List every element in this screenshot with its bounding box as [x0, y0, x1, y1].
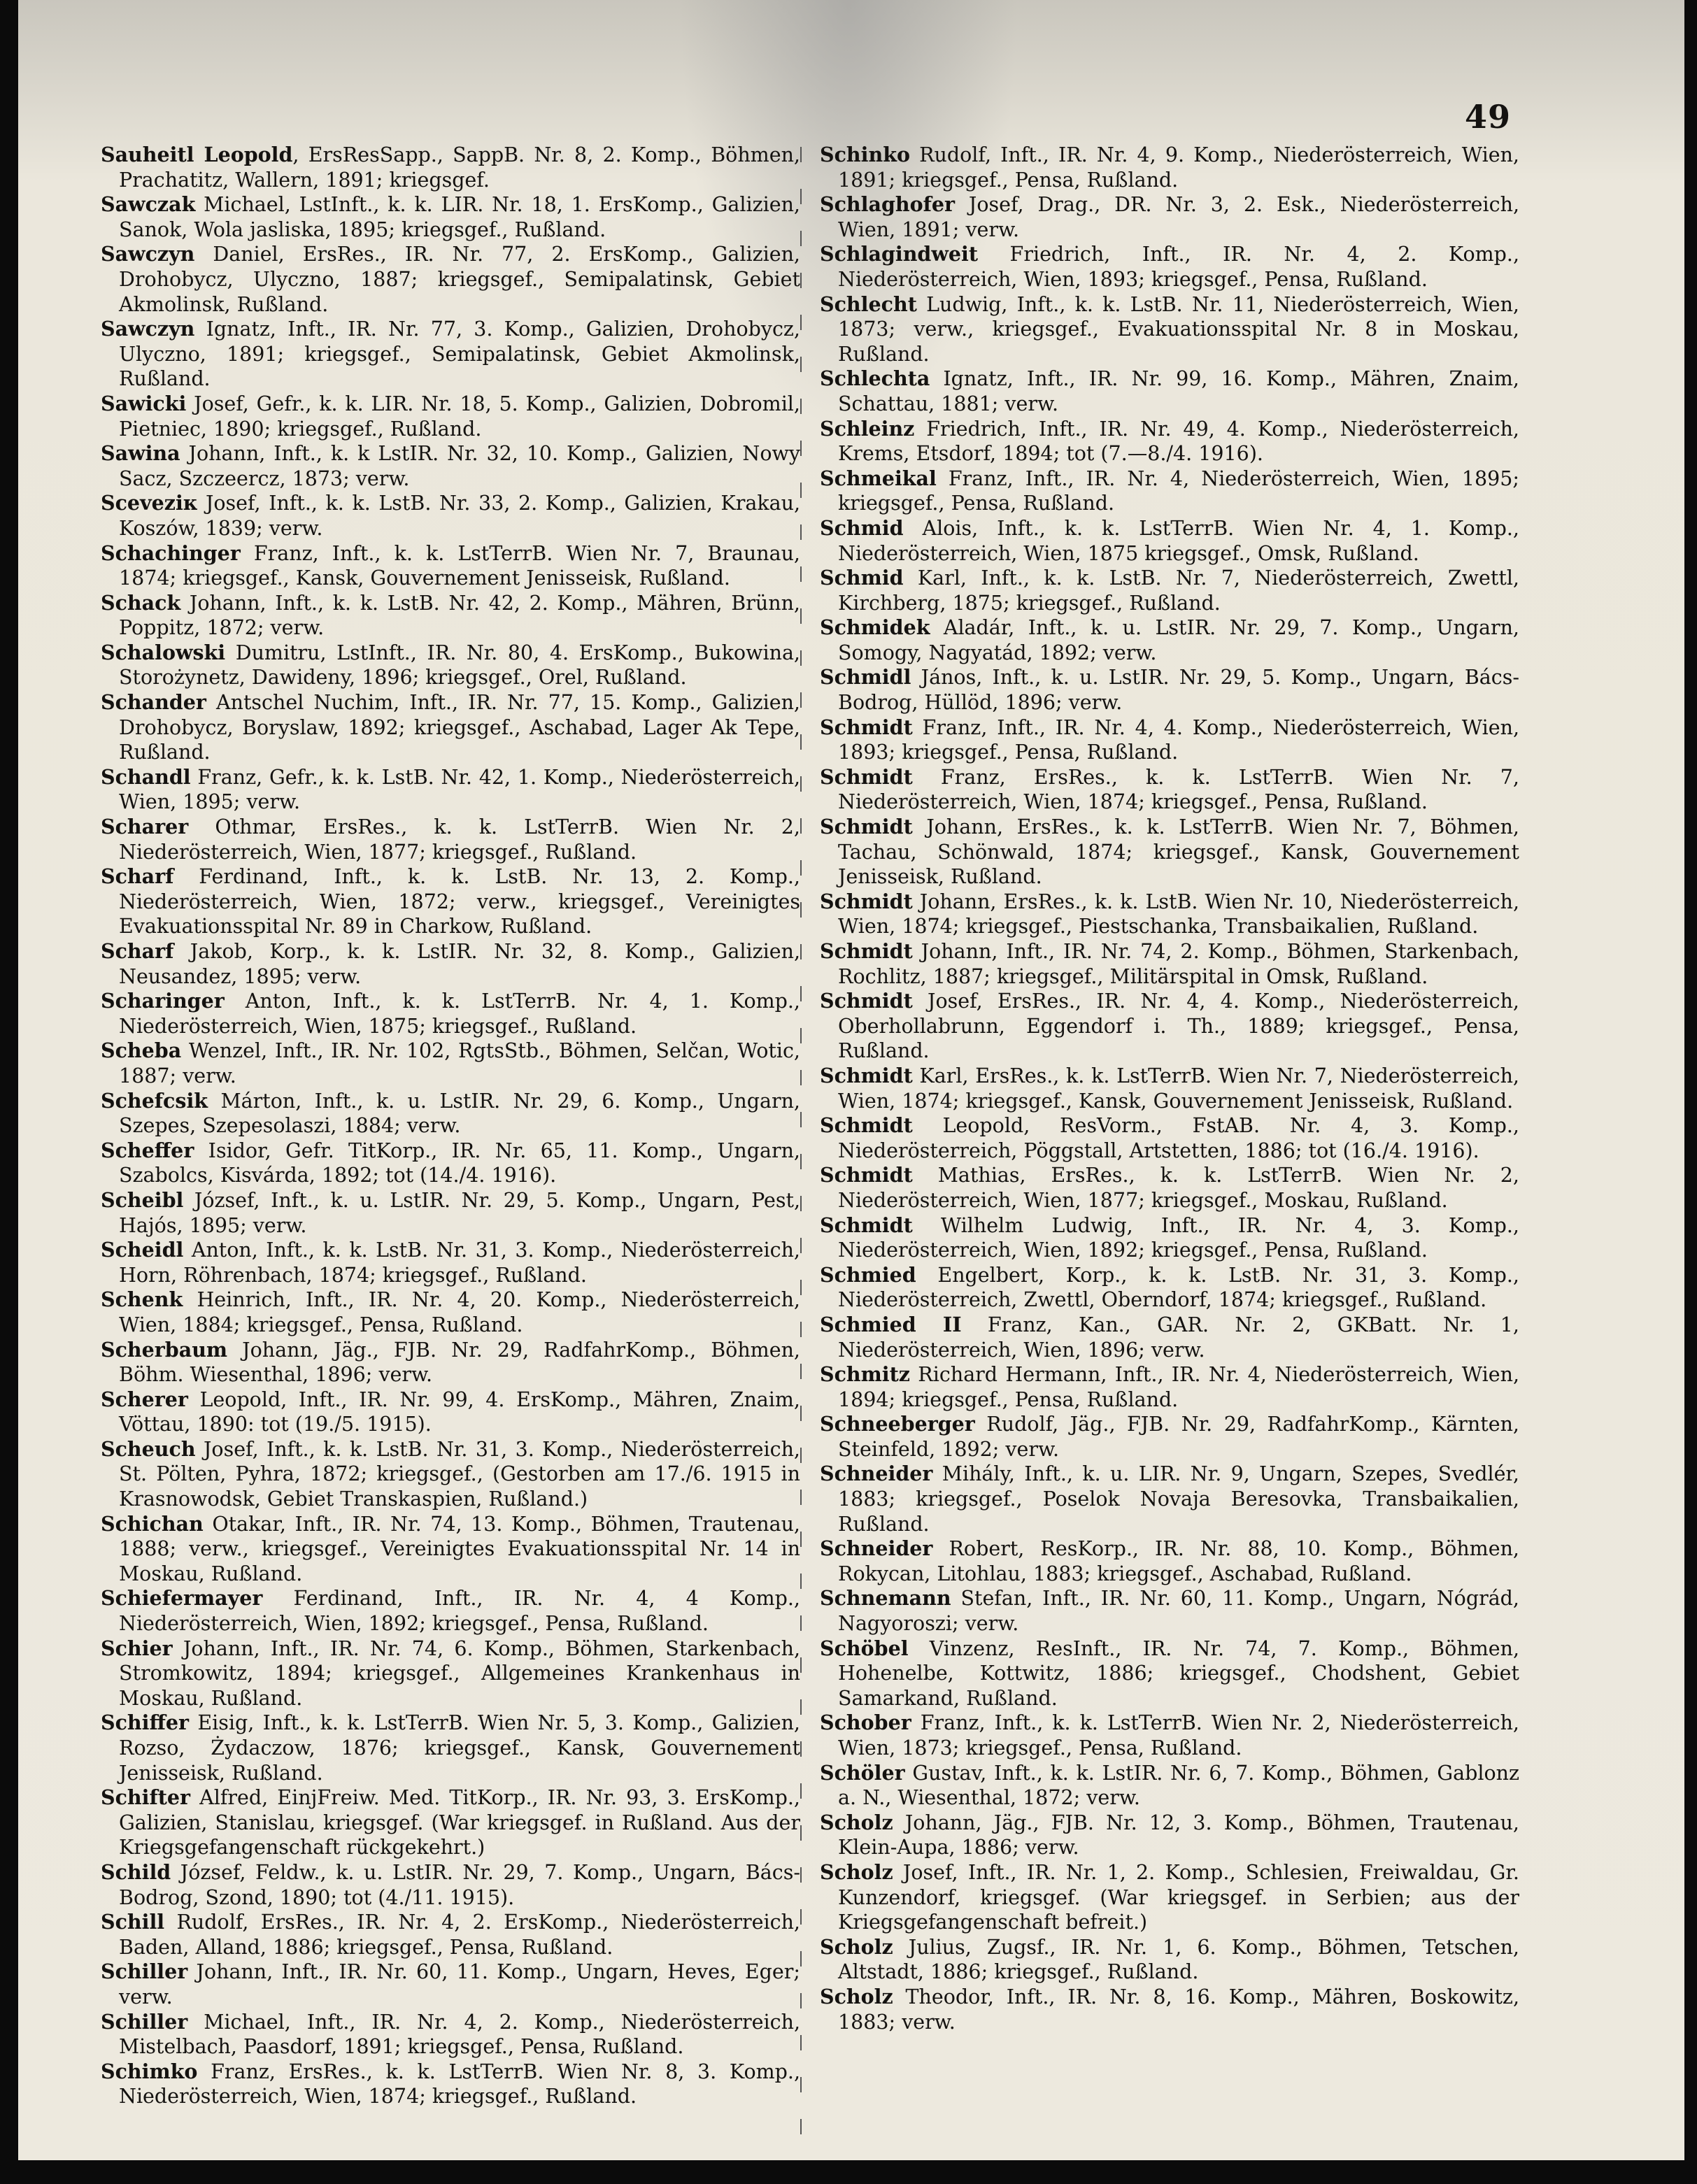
- entry-surname: Schmidt: [820, 989, 913, 1013]
- entry-details: Rudolf, Inft., IR. Nr. 4, 9. Komp., Niederösterreich, Wien, 1891; kriegsgef., Pensa, Rußland.: [838, 143, 1519, 192]
- register-entry: [820, 192, 1519, 242]
- register-entry: [101, 1287, 800, 1337]
- entry-details: Josef, Gefr., k. k. LIR. Nr. 18, 5. Komp., Galizien, Dobromil, Pietniec, 1890; kriegsgef., Rußland.: [119, 392, 800, 441]
- entry-details: Josef, Inft., k. k. LstB. Nr. 33, 2. Komp., Galizien, Krakau, Koszów, 1839; verw.: [119, 492, 800, 540]
- entry-details: Franz, Kan., GAR. Nr. 2, GKBatt. Nr. 1, Niederösterreich, Wien, 1896; verw.: [838, 1313, 1519, 1362]
- entry-details: Franz, ErsRes., k. k. LstTerrB. Wien Nr. 8, 3. Komp., Niederösterreich, Wien, 1874; kriegsgef., Rußland.: [119, 2060, 800, 2108]
- entry-surname: Schack: [101, 590, 181, 615]
- entry-details: Wenzel, Inft., IR. Nr. 102, RgtsStb., Böhmen, Selčan, Wotic, 1887; verw.: [119, 1039, 800, 1087]
- register-entry: [820, 1985, 1519, 2034]
- register-entry: [101, 541, 800, 591]
- entry-surname: Schiefermayer: [101, 1586, 263, 1611]
- entry-surname: Scholz: [820, 1984, 893, 2008]
- entry-surname: Sawczak: [101, 192, 196, 217]
- register-entry: [101, 192, 800, 242]
- register-entry: [101, 864, 800, 939]
- entry-details: Johann, Inft., IR. Nr. 60, 11. Komp., Ungarn, Heves, Eger; verw.: [119, 1960, 800, 2008]
- entry-surname: Sawczyn: [101, 242, 195, 266]
- entry-details: Antschel Nuchim, Inft., IR. Nr. 77, 15. Komp., Galizien, Drohobycz, Boryslaw, 1892; kriegsgef., Aschabad, Lager Ak Tepe, Rußland.: [119, 691, 800, 764]
- entry-details: Karl, Inft., k. k. LstB. Nr. 7, Niederösterreich, Zwettl, Kirchberg, 1875; kriegsgef., Rußland.: [838, 566, 1519, 615]
- register-entry: [101, 591, 800, 641]
- entry-surname: Sawina: [101, 441, 180, 466]
- register-entry: [820, 566, 1519, 615]
- register-entry: [820, 1263, 1519, 1313]
- entry-details: Ignatz, Inft., IR. Nr. 99, 16. Komp., Mähren, Znaim, Schattau, 1881; verw.: [838, 367, 1519, 415]
- entry-details: Johann, ErsRes., k. k. LstB. Wien Nr. 10, Niederösterreich, Wien, 1874; kriegsgef., Piestschanka, Transbaikalien, Rußland.: [838, 890, 1519, 938]
- register-entry: [101, 1039, 800, 1088]
- entry-surname: Schneeberger: [820, 1412, 975, 1436]
- entry-surname: Schmid: [820, 566, 904, 590]
- entry-surname: Schiller: [101, 1960, 188, 1984]
- entry-surname: Scherbaum: [101, 1337, 228, 1362]
- entry-details: Johann, Inft., k. k LstIR. Nr. 32, 10. Komp., Galizien, Nowy Sacz, Szczeercz, 1873; verw.: [119, 442, 800, 490]
- entry-surname: Scholz: [820, 1934, 893, 1959]
- entry-surname: Schichan: [101, 1511, 204, 1536]
- entry-surname: Schachinger: [101, 541, 241, 565]
- entry-surname: Sawicki: [101, 391, 187, 415]
- entry-details: Johann, Jäg., FJB. Nr. 29, RadfahrKomp., Böhmen, Böhm. Wiesenthal, 1896; verw.: [119, 1338, 800, 1387]
- register-entry: [820, 815, 1519, 890]
- entry-surname: Schill: [101, 1910, 165, 1934]
- entry-surname: Schifter: [101, 1785, 191, 1810]
- register-entry: [101, 1860, 800, 1910]
- entry-surname: Schober: [820, 1711, 911, 1735]
- register-entry: [820, 765, 1519, 815]
- entry-details: Vinzenz, ResInft., IR. Nr. 74, 7. Komp., Böhmen, Hohenelbe, Kottwitz, 1886; kriegsgef., Chodshent, Gebiet Samarkand, Rußland.: [838, 1636, 1519, 1710]
- entry-surname: Schefcsik: [101, 1088, 208, 1113]
- register-entry: [820, 1811, 1519, 1860]
- entry-surname: Scharer: [101, 815, 189, 839]
- entry-surname: Schimko: [101, 2059, 198, 2083]
- entry-details: Anton, Inft., k. k. LstTerrB. Nr. 4, 1. Komp., Niederösterreich, Wien, 1875; kriegsgef., Rußland.: [119, 990, 800, 1038]
- register-entry: [820, 1536, 1519, 1586]
- entry-surname: Schleinz: [820, 416, 915, 441]
- register-entry: [101, 1586, 800, 1636]
- entry-details: Franz, ErsRes., k. k. LstTerrB. Wien Nr. 7, Niederösterreich, Wien, 1874; kriegsgef., Pensa, Rußland.: [838, 765, 1519, 814]
- entry-surname: Scholz: [820, 1810, 893, 1834]
- register-entry: [820, 1636, 1519, 1711]
- entry-surname: Schmeikal: [820, 466, 937, 490]
- entry-details: , ErsResSapp., SappB. Nr. 8, 2. Komp., Böhmen, Prachatitz, Wallern, 1891; kriegsgef.: [119, 143, 800, 192]
- entry-surname: Schnemann: [820, 1586, 951, 1611]
- register-entry: [820, 417, 1519, 466]
- register-entry: [101, 1238, 800, 1287]
- register-entry: [820, 665, 1519, 715]
- entry-details: Ferdinand, Inft., k. k. LstB. Nr. 13, 2. Komp., Niederösterreich, Wien, 1872; verw., kriegsgef., Vereinigtes Evakuationsspital Nr. 89 in Charkow, Rußland.: [119, 865, 800, 938]
- entry-details: Karl, ErsRes., k. k. LstTerrB. Wien Nr. 7, Niederösterreich, Wien, 1874; kriegsgef., Kansk, Gouvernement Jenisseisk, Rußland.: [838, 1064, 1519, 1113]
- entry-surname: Scharf: [101, 864, 174, 889]
- entry-surname: Schöbel: [820, 1636, 909, 1660]
- entry-details: Michael, LstInft., k. k. LIR. Nr. 18, 1. ErsKomp., Galizien, Sanok, Wola jasliska, 1895; kriegsgef., Rußland.: [119, 193, 800, 241]
- register-entry: [820, 1935, 1519, 1985]
- register-entry: [101, 1512, 800, 1587]
- register-entry: [820, 516, 1519, 566]
- entry-surname: Scherer: [101, 1387, 188, 1411]
- left-column: [101, 143, 800, 2109]
- entry-surname: Schöler: [820, 1760, 905, 1785]
- entry-surname: Schmidt: [820, 939, 913, 963]
- entry-surname: Scheuch: [101, 1436, 196, 1461]
- entry-details: Franz, Inft., k. k. LstTerrB. Wien Nr. 7, Braunau, 1874; kriegsgef., Kansk, Gouvernement Jenisseisk, Rußland.: [119, 541, 800, 590]
- entry-surname: Schmid: [820, 515, 904, 540]
- entry-details: Alfred, EinjFreiw. Med. TitKorp., IR. Nr. 93, 3. ErsKomp., Galizien, Stanislau, kriegsgef. (War kriegsgef. in Rußland. Aus der Kriegsgefangenschaft rückgekehrt.): [119, 1786, 800, 1860]
- register-entry: [101, 1387, 800, 1437]
- register-entry: [820, 292, 1519, 367]
- entry-details: János, Inft., k. u. LstIR. Nr. 29, 5. Komp., Ungarn, Bács-Bodrog, Hüllöd, 1896; verw.: [838, 666, 1519, 715]
- register-entry: [820, 1761, 1519, 1811]
- entry-surname: Schandl: [101, 764, 191, 789]
- page-number: 49: [1464, 98, 1511, 136]
- entry-surname: Schiffer: [101, 1711, 190, 1735]
- entry-surname: Schlecht: [820, 292, 917, 316]
- register-entry: [820, 715, 1519, 765]
- entry-details: Friedrich, Inft., IR. Nr. 4, 2. Komp., Niederösterreich, Wien, 1893; kriegsgef., Pensa, Rußland.: [838, 243, 1519, 291]
- entry-details: Josef, ErsRes., IR. Nr. 4, 4. Komp., Niederösterreich, Oberhollabrunn, Eggendorf i. Th., 1889; kriegsgef., Pensa, Rußland.: [838, 990, 1519, 1063]
- entry-surname: Schenk: [101, 1287, 183, 1312]
- entry-details: Leopold, Inft., IR. Nr. 99, 4. ErsKomp., Mähren, Znaim, Vöttau, 1890: tot (19./5. 1915).: [119, 1387, 800, 1436]
- entry-details: Johann, Inft., k. k. LstB. Nr. 42, 2. Komp., Mähren, Brünn, Poppitz, 1872; verw.: [119, 591, 800, 640]
- entry-surname: Schalowski: [101, 640, 226, 664]
- entry-details: Josef, Inft., k. k. LstB. Nr. 31, 3. Komp., Niederösterreich, St. Pölten, Pyhra, 1872; kriegsgef., (Gestorben am 17./6. 1915 in Krasnowodsk, Gebiet Transkaspien, Rußland.): [119, 1437, 800, 1511]
- entry-surname: Schneider: [820, 1462, 933, 1486]
- register-entry: [101, 1960, 800, 2009]
- entry-details: Engelbert, Korp., k. k. LstB. Nr. 31, 3. Komp., Niederösterreich, Zwettl, Oberndorf, 1874; kriegsgef., Rußland.: [838, 1263, 1519, 1312]
- entry-surname: Schmitz: [820, 1362, 910, 1387]
- entry-details: József, Feldw., k. u. LstIR. Nr. 29, 7. Komp., Ungarn, Bács-Bodrog, Szond, 1890; tot (4./11. 1915).: [119, 1860, 800, 1909]
- register-entry: [101, 815, 800, 864]
- register-entry: [820, 1113, 1519, 1163]
- register-entry: [820, 1163, 1519, 1213]
- register-entry: [820, 1711, 1519, 1760]
- entry-details: Theodor, Inft., IR. Nr. 8, 16. Komp., Mähren, Boskowitz, 1883; verw.: [838, 1985, 1519, 2034]
- entry-details: Richard Hermann, Inft., IR. Nr. 4, Niederösterreich, Wien, 1894; kriegsgef., Pensa, Rußland.: [838, 1363, 1519, 1411]
- entry-details: Márton, Inft., k. u. LstIR. Nr. 29, 6. Komp., Ungarn, Szepes, Szepesolaszi, 1884; verw.: [119, 1089, 800, 1138]
- entry-details: Isidor, Gefr. TitKorp., IR. Nr. 65, 11. Komp., Ungarn, Szabolcs, Kisvárda, 1892; tot (14./4. 1916).: [119, 1139, 800, 1187]
- entry-details: Rudolf, ErsRes., IR. Nr. 4, 2. ErsKomp., Niederösterreich, Baden, Alland, 1886; kriegsgef., Pensa, Rußland.: [119, 1911, 800, 1959]
- entry-surname: Scheibl: [101, 1187, 184, 1212]
- register-entry: [820, 989, 1519, 1064]
- entry-surname: Sawczyn: [101, 317, 195, 341]
- register-entry: [820, 1313, 1519, 1362]
- entry-details: Josef, Inft., IR. Nr. 1, 2. Komp., Schlesien, Freiwaldau, Gr. Kunzendorf, kriegsgef. (War kriegsgef. in Serbien; aus der Kriegsgefangenschaft befreit.): [838, 1860, 1519, 1934]
- register-entry: [820, 242, 1519, 292]
- register-entry: [101, 1338, 800, 1387]
- register-entry: [101, 441, 800, 491]
- entry-surname: Schmidl: [820, 665, 911, 690]
- entry-details: Mathias, ErsRes., k. k. LstTerrB. Wien Nr. 2, Niederösterreich, Wien, 1877; kriegsgef., Moskau, Rußland.: [838, 1164, 1519, 1212]
- register-entry: [101, 989, 800, 1039]
- register-entry: [820, 1213, 1519, 1263]
- entry-details: Franz, Inft., IR. Nr. 4, Niederösterreich, Wien, 1895; kriegsgef., Pensa, Rußland.: [838, 466, 1519, 515]
- entry-details: Ludwig, Inft., k. k. LstB. Nr. 11, Niederösterreich, Wien, 1873; verw., kriegsgef., Evakuationsspital Nr. 8 in Moskau, Rußland.: [838, 292, 1519, 366]
- register-entry: [101, 491, 800, 541]
- column-divider: [800, 147, 802, 2154]
- register-entry: [101, 242, 800, 317]
- entry-surname: Schlagindweit: [820, 242, 979, 266]
- entry-details: Alois, Inft., k. k. LstTerrB. Wien Nr. 4, 1. Komp., Niederösterreich, Wien, 1875 kriegsgef., Omsk, Rußland.: [838, 516, 1519, 565]
- entry-surname: Schmied: [820, 1262, 916, 1287]
- register-entry: [820, 615, 1519, 665]
- entry-surname: Sauheitl Leopold: [101, 143, 293, 166]
- entry-surname: Scheidl: [101, 1238, 184, 1262]
- register-entry: [820, 1362, 1519, 1412]
- entry-details: Otakar, Inft., IR. Nr. 74, 13. Komp., Böhmen, Trautenau, 1888; verw., kriegsgef., Vereinigtes Evakuationsspital Nr. 14 in Moskau, Rußland.: [119, 1512, 800, 1585]
- entry-details: Dumitru, LstInft., IR. Nr. 80, 4. ErsKomp., Bukowina, Storożynetz, Dawideny, 1896; kriegsgef., Orel, Rußland.: [119, 641, 800, 690]
- register-entry: [101, 690, 800, 765]
- entry-surname: Schmidek: [820, 615, 930, 640]
- register-entry: [101, 2010, 800, 2060]
- entry-details: Mihály, Inft., k. u. LIR. Nr. 9, Ungarn, Szepes, Svedlér, 1883; kriegsgef., Poselok Novaja Beresovka, Transbaikalien, Rußland.: [838, 1462, 1519, 1536]
- entry-surname: Schmidt: [820, 1213, 913, 1237]
- entry-details: Michael, Inft., IR. Nr. 4, 2. Komp., Niederösterreich, Mistelbach, Paasdorf, 1891; kriegsgef., Pensa, Rußland.: [119, 2010, 800, 2059]
- entry-surname: Schlechta: [820, 366, 930, 391]
- register-entry: [820, 939, 1519, 989]
- register-entry: [820, 366, 1519, 416]
- entry-details: Johann, Jäg., FJB. Nr. 12, 3. Komp., Böhmen, Trautenau, Klein-Aupa, 1886; verw.: [838, 1811, 1519, 1860]
- entry-surname: Schinko: [820, 143, 910, 166]
- entry-details: Wilhelm Ludwig, Inft., IR. Nr. 4, 3. Komp., Niederösterreich, Wien, 1892; kriegsgef., Pensa, Rußland.: [838, 1213, 1519, 1262]
- register-entry: [101, 939, 800, 989]
- entry-details: Johann, ErsRes., k. k. LstTerrB. Wien Nr. 7, Böhmen, Tachau, Schönwald, 1874; kriegsgef., Kansk, Gouvernement Jenisseisk, Rußland.: [838, 815, 1519, 889]
- right-column: [820, 143, 1519, 2034]
- entry-surname: Schier: [101, 1636, 173, 1660]
- entry-details: Rudolf, Jäg., FJB. Nr. 29, RadfahrKomp., Kärnten, Steinfeld, 1892; verw.: [838, 1413, 1519, 1461]
- entry-details: Franz, Gefr., k. k. LstB. Nr. 42, 1. Komp., Niederösterreich, Wien, 1895; verw.: [119, 765, 800, 814]
- entry-surname: Scholz: [820, 1860, 893, 1884]
- register-entry: [101, 765, 800, 815]
- register-entry: [101, 392, 800, 441]
- entry-details: Johann, Inft., IR. Nr. 74, 2. Komp., Böhmen, Starkenbach, Rochlitz, 1887; kriegsgef., Militärspital in Omsk, Rußland.: [838, 940, 1519, 988]
- entry-details: Gustav, Inft., k. k. LstIR. Nr. 6, 7. Komp., Böhmen, Gablonz a. N., Wiesenthal, 1872; verw.: [838, 1761, 1519, 1810]
- register-entry: [820, 1064, 1519, 1113]
- entry-surname: Schlaghofer: [820, 192, 956, 217]
- entry-surname: Scheffer: [101, 1138, 194, 1162]
- entry-surname: Schmidt: [820, 1063, 913, 1087]
- entry-surname: Sceveziк: [101, 491, 198, 515]
- entry-details: Ferdinand, Inft., IR. Nr. 4, 4 Komp., Niederösterreich, Wien, 1892; kriegsgef., Pensa, Rußland.: [119, 1587, 800, 1636]
- entry-details: Jakob, Korp., k. k. LstIR. Nr. 32, 8. Komp., Galizien, Neusandez, 1895; verw.: [119, 940, 800, 988]
- register-entry: [101, 1437, 800, 1512]
- entry-surname: Schmied II: [820, 1312, 962, 1336]
- register-entry: [101, 1636, 800, 1711]
- register-entry: [820, 466, 1519, 516]
- register-entry: [820, 1860, 1519, 1935]
- register-entry: [101, 1188, 800, 1238]
- entry-details: Aladár, Inft., k. u. LstIR. Nr. 29, 7. Komp., Ungarn, Somogy, Nagyatád, 1892; verw.: [838, 616, 1519, 664]
- entry-surname: Schneider: [820, 1536, 933, 1561]
- entry-surname: Schiller: [101, 2009, 188, 2034]
- register-entry: [101, 1089, 800, 1139]
- scan-border-right: [1684, 0, 1697, 2184]
- entry-surname: Scharinger: [101, 989, 225, 1013]
- entry-surname: Schmidt: [820, 764, 913, 789]
- register-entry: [820, 143, 1519, 192]
- entry-details: Eisig, Inft., k. k. LstTerrB. Wien Nr. 5, 3. Komp., Galizien, Rozso, Żydaczow, 1876; kriegsgef., Kansk, Gouvernement Jenisseisk, Rußland.: [119, 1711, 800, 1785]
- register-entry: [820, 1462, 1519, 1536]
- entry-surname: Schild: [101, 1860, 171, 1884]
- entry-details: Heinrich, Inft., IR. Nr. 4, 20. Komp., Niederösterreich, Wien, 1884; kriegsgef., Pensa, Rußland.: [119, 1288, 800, 1336]
- entry-surname: Schmidt: [820, 1113, 913, 1138]
- entry-surname: Schmidt: [820, 815, 913, 839]
- entry-surname: Schmidt: [820, 889, 913, 913]
- entry-details: Julius, Zugsf., IR. Nr. 1, 6. Komp., Böhmen, Tetschen, Altstadt, 1886; kriegsgef., Rußland.: [838, 1935, 1519, 1984]
- entry-details: Anton, Inft., k. k. LstB. Nr. 31, 3. Komp., Niederösterreich, Horn, Röhrenbach, 1874; kriegsgef., Rußland.: [119, 1239, 800, 1287]
- entry-details: Johann, Inft., IR. Nr. 74, 6. Komp., Böhmen, Starkenbach, Stromkowitz, 1894; kriegsgef., Allgemeines Krankenhaus in Moskau, Rußland.: [119, 1636, 800, 1710]
- register-entry: [101, 641, 800, 690]
- entry-details: Josef, Drag., DR. Nr. 3, 2. Esk., Niederösterreich, Wien, 1891; verw.: [838, 193, 1519, 241]
- entry-details: Othmar, ErsRes., k. k. LstTerrB. Wien Nr. 2, Niederösterreich, Wien, 1877; kriegsgef., Rußland.: [119, 815, 800, 864]
- entry-details: Franz, Inft., IR. Nr. 4, 4. Komp., Niederösterreich, Wien, 1893; kriegsgef., Pensa, Rußland.: [838, 715, 1519, 764]
- register-entry: [101, 1785, 800, 1860]
- register-entry: [101, 2060, 800, 2109]
- entry-surname: Schander: [101, 690, 206, 715]
- register-entry: [101, 1910, 800, 1960]
- scan-border-bottom: [0, 2160, 1697, 2184]
- entry-surname: Scheba: [101, 1039, 182, 1063]
- register-entry: [820, 1412, 1519, 1462]
- register-entry: [101, 143, 800, 192]
- entry-details: Daniel, ErsRes., IR. Nr. 77, 2. ErsKomp., Galizien, Drohobycz, Ulyczno, 1887; kriegsgef., Semipalatinsk, Gebiet Akmolinsk, Rußland.: [119, 243, 800, 316]
- entry-details: Stefan, Inft., IR. Nr. 60, 11. Komp., Ungarn, Nógrád, Nagyoroszi; verw.: [838, 1587, 1519, 1636]
- entry-details: Robert, ResKorp., IR. Nr. 88, 10. Komp., Böhmen, Rokycan, Litohlau, 1883; kriegsgef., Aschabad, Rußland.: [838, 1537, 1519, 1585]
- entry-surname: Schmidt: [820, 1163, 913, 1187]
- entry-details: József, Inft., k. u. LstIR. Nr. 29, 5. Komp., Ungarn, Pest, Hajós, 1895; verw.: [119, 1188, 800, 1237]
- register-entry: [820, 890, 1519, 939]
- register-entry: [101, 1711, 800, 1785]
- register-entry: [820, 1586, 1519, 1636]
- entry-details: Franz, Inft., k. k. LstTerrB. Wien Nr. 2, Niederösterreich, Wien, 1873; kriegsgef., Pensa, Rußland.: [838, 1711, 1519, 1760]
- register-entry: [101, 317, 800, 392]
- entry-details: Friedrich, Inft., IR. Nr. 49, 4. Komp., Niederösterreich, Krems, Etsdorf, 1894; tot (7.—8./4. 1916).: [838, 417, 1519, 466]
- entry-surname: Scharf: [101, 939, 174, 963]
- register-entry: [101, 1139, 800, 1188]
- scan-border-left: [0, 0, 18, 2184]
- entry-details: Ignatz, Inft., IR. Nr. 77, 3. Komp., Galizien, Drohobycz, Ulyczno, 1891; kriegsgef., Semipalatinsk, Gebiet Akmolinsk, Rußland.: [119, 317, 800, 391]
- entry-surname: Schmidt: [820, 715, 913, 739]
- entry-details: Leopold, ResVorm., FstAB. Nr. 4, 3. Komp., Niederösterreich, Pöggstall, Artstetten, 1886; tot (16./4. 1916).: [838, 1114, 1519, 1162]
